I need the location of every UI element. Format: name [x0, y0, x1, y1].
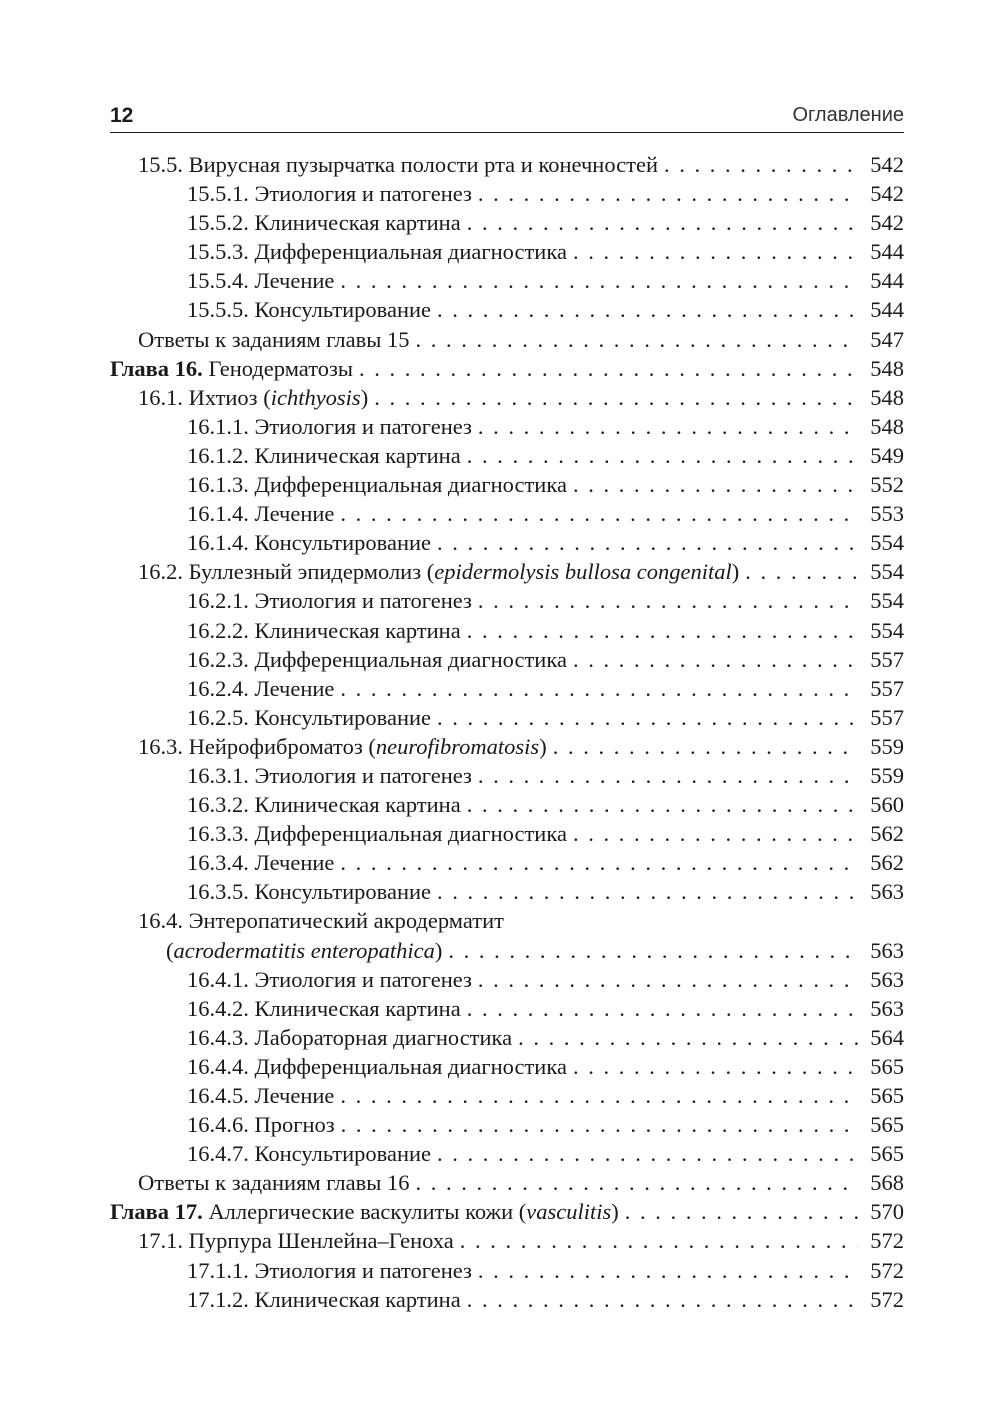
- dot-leader: [374, 383, 858, 412]
- toc-entry-title: [138, 383, 368, 412]
- dot-leader: [437, 1139, 858, 1168]
- dot-leader: [340, 1081, 858, 1110]
- toc-page-number: 557: [870, 704, 904, 730]
- toc-page-number: 559: [870, 733, 904, 759]
- toc-entry-text: 16.2.1. Этиология и патогенез: [187, 588, 472, 614]
- toc-entry-text: Аллергические васкулиты кожи (: [202, 1199, 527, 1225]
- toc-entry[interactable]: [110, 179, 904, 208]
- toc-entry[interactable]: [110, 877, 904, 906]
- toc-page-number: 557: [870, 675, 904, 701]
- toc-entry-suffix: ): [434, 937, 443, 963]
- toc-entry[interactable]: [110, 237, 904, 266]
- toc-entry[interactable]: [110, 819, 904, 848]
- toc-entry[interactable]: [110, 528, 904, 557]
- toc-entry-suffix: ): [731, 559, 740, 585]
- toc-entry[interactable]: [110, 732, 904, 761]
- page-number: 12: [110, 104, 134, 127]
- dot-leader: [437, 703, 858, 732]
- toc-entry-text: 17.1. Пурпура Шенлейна–Геноха: [138, 1228, 454, 1254]
- dot-leader: [437, 528, 858, 557]
- toc-page-number: 564: [870, 1024, 904, 1050]
- toc-entry-text: 16.1.3. Дифференциальная диагностика: [187, 472, 567, 498]
- toc-entry-text: 16.4.3. Лабораторная диагностика: [187, 1024, 513, 1050]
- toc-entry-title: [187, 499, 334, 528]
- toc-entry-text: 16.4.4. Дифференциальная диагностика: [187, 1053, 567, 1079]
- toc-entry-text: 16.2.4. Лечение: [187, 675, 335, 701]
- toc-entry-text: Ответы к заданиям главы 16: [138, 1170, 410, 1196]
- toc-entry-title: [187, 703, 431, 732]
- toc-page-number: 565: [870, 1053, 904, 1079]
- toc-entry-title: [187, 645, 567, 674]
- dot-leader: [573, 470, 858, 499]
- toc-entry-text: 16.3.3. Дифференциальная диагностика: [187, 821, 567, 847]
- toc-entry-text: 15.5.3. Дифференциальная диагностика: [187, 239, 567, 265]
- toc-page-number: 554: [870, 559, 904, 585]
- latin-term: acrodermatitis enteropathica: [173, 937, 435, 963]
- toc-entry-title: [187, 848, 334, 877]
- toc-entry[interactable]: [110, 295, 904, 324]
- toc-page-number: 563: [870, 879, 904, 905]
- toc-entry-title: [187, 586, 472, 615]
- toc-entry-title: [138, 557, 739, 586]
- toc-page-number: 554: [870, 530, 904, 556]
- toc-entry[interactable]: [110, 936, 904, 965]
- toc-entry-title: [138, 325, 409, 354]
- toc-page-number: 572: [870, 1257, 904, 1283]
- toc-page-number: 548: [870, 384, 904, 410]
- toc-entry-title: [138, 1168, 409, 1197]
- dot-leader: [467, 441, 858, 470]
- toc-page-number: 568: [870, 1170, 904, 1196]
- dot-leader: [437, 877, 858, 906]
- toc-entry-title: [187, 1052, 567, 1081]
- toc-entry[interactable]: [110, 994, 904, 1023]
- toc-entry-text: 16.2. Буллезный эпидермолиз (: [138, 559, 435, 585]
- toc-page-number: 565: [870, 1083, 904, 1108]
- toc-entry-title: [138, 1226, 454, 1255]
- toc-entry-title: [110, 354, 353, 383]
- toc-entry-title: [138, 732, 547, 761]
- toc-entry-title: [187, 819, 567, 848]
- toc-entry[interactable]: [110, 557, 904, 586]
- toc-entry-title: [187, 412, 472, 441]
- toc-entry-title: [110, 1197, 619, 1226]
- toc-entry[interactable]: [110, 470, 904, 499]
- toc-entry[interactable]: [110, 441, 904, 470]
- toc-entry-title: [187, 208, 461, 237]
- toc-entry-text: (: [166, 937, 174, 963]
- toc-entry[interactable]: [110, 1023, 904, 1052]
- toc-entry-text: 16.1.1. Этиология и патогенез: [187, 413, 472, 439]
- toc-entry-text: 15.5.5. Консультирование: [187, 297, 432, 323]
- toc-page-number: 549: [870, 442, 904, 468]
- dot-leader: [573, 237, 858, 266]
- toc-entry-title: [187, 1285, 461, 1314]
- toc-entry-text: 16.3.1. Этиология и патогенез: [187, 762, 472, 788]
- toc-entry-title: [187, 1023, 512, 1052]
- page-header: [110, 98, 904, 133]
- toc-page-number: 560: [870, 792, 904, 818]
- toc-entry[interactable]: [110, 208, 904, 237]
- toc-entry[interactable]: [110, 266, 904, 295]
- dot-leader: [437, 295, 858, 324]
- toc-page-number: 562: [870, 850, 904, 876]
- dot-leader: [745, 557, 858, 586]
- toc-entry[interactable]: [110, 1081, 904, 1110]
- toc-page-number: 547: [870, 326, 904, 352]
- toc-entry[interactable]: [110, 499, 904, 528]
- dot-leader: [359, 354, 858, 383]
- toc-entry-text: 16.3.5. Консультирование: [187, 879, 432, 905]
- dot-leader: [664, 150, 858, 179]
- toc-page-number: 557: [870, 646, 904, 672]
- toc-page-number: 570: [870, 1199, 904, 1225]
- dot-leader: [478, 586, 858, 615]
- dot-leader: [478, 412, 858, 441]
- toc-page-number: 572: [870, 1286, 904, 1312]
- toc-entry-suffix: ): [611, 1199, 619, 1225]
- toc-entry-text: 16.1.4. Лечение: [187, 501, 335, 527]
- toc-entry[interactable]: [110, 354, 904, 383]
- toc-entry[interactable]: [110, 1110, 904, 1139]
- toc-entry-title: [187, 965, 472, 994]
- dot-leader: [467, 208, 858, 237]
- dot-leader: [478, 179, 858, 208]
- toc-entry-title: [187, 674, 334, 703]
- toc-entry-title: [187, 994, 461, 1023]
- toc-entry-title: [187, 1110, 335, 1139]
- dot-leader: [340, 674, 858, 703]
- toc-entry-text: 15.5.2. Клиническая картина: [187, 210, 461, 236]
- toc-page-number: 559: [870, 762, 904, 788]
- toc-page-number: 553: [870, 501, 904, 527]
- toc-entry-text: 15.5.1. Этиология и патогенез: [187, 181, 472, 207]
- toc-entry[interactable]: [110, 674, 904, 703]
- toc-entry[interactable]: [110, 1226, 904, 1255]
- table-of-contents: [110, 150, 904, 1314]
- toc-entry[interactable]: [110, 906, 904, 935]
- dot-leader: [553, 732, 858, 761]
- toc-entry-suffix: ): [360, 384, 369, 410]
- dot-leader: [518, 1023, 858, 1052]
- toc-page-number: 554: [870, 588, 904, 614]
- toc-entry[interactable]: [110, 1168, 904, 1197]
- toc-entry-text: 16.4.6. Прогноз: [187, 1112, 335, 1138]
- toc-entry[interactable]: [110, 150, 904, 179]
- toc-entry[interactable]: [110, 616, 904, 645]
- toc-entry-title: [187, 1256, 472, 1285]
- toc-entry-title: [187, 266, 334, 295]
- dot-leader: [341, 1110, 858, 1139]
- toc-entry-text: 16.2.2. Клиническая картина: [187, 617, 461, 643]
- toc-entry-text: 16.1.2. Клиническая картина: [187, 442, 461, 468]
- dot-leader: [478, 761, 858, 790]
- dot-leader: [467, 790, 858, 819]
- toc-entry-title: [187, 761, 472, 790]
- toc-entry-text: 16.4.2. Клиническая картина: [187, 995, 461, 1021]
- dot-leader: [478, 1256, 858, 1285]
- toc-entry-text: 16.4.5. Лечение: [187, 1083, 335, 1108]
- toc-entry-text: 16.3.4. Лечение: [187, 850, 335, 876]
- dot-leader: [460, 1226, 858, 1255]
- toc-entry-text: 17.1.2. Клиническая картина: [187, 1286, 461, 1312]
- toc-page-number: 544: [870, 239, 904, 265]
- toc-page-number: 554: [870, 617, 904, 643]
- toc-entry-title: [187, 790, 461, 819]
- toc-entry-text: 16.3. Нейрофиброматоз (: [138, 733, 376, 759]
- toc-entry[interactable]: [110, 848, 904, 877]
- dot-leader: [448, 936, 858, 965]
- toc-page-number: 572: [870, 1228, 904, 1254]
- latin-term: epidermolysis bullosa congenital: [434, 559, 732, 585]
- toc-page-number: 563: [870, 966, 904, 992]
- dot-leader: [573, 645, 858, 674]
- toc-page-number: 552: [870, 472, 904, 498]
- toc-entry-title: [187, 179, 472, 208]
- toc-entry[interactable]: [110, 703, 904, 732]
- toc-entry-text: 16.4.7. Консультирование: [187, 1141, 432, 1167]
- toc-entry-text: 15.5. Вирусная пузырчатка полости рта и конечностей: [138, 152, 658, 177]
- toc-page-number: 565: [870, 1112, 904, 1138]
- toc-entry[interactable]: [110, 790, 904, 819]
- toc-entry-title: [187, 295, 431, 324]
- toc-entry-text: Ответы к заданиям главы 15: [138, 326, 410, 352]
- toc-entry-text: 16.4. Энтеропатический акродерматит: [138, 908, 504, 934]
- toc-entry-title: [187, 1081, 334, 1110]
- toc-entry-title: [138, 150, 658, 179]
- dot-leader: [478, 965, 858, 994]
- dot-leader: [573, 819, 858, 848]
- latin-term: vasculitis: [526, 1199, 612, 1225]
- toc-entry[interactable]: [110, 1139, 904, 1168]
- dot-leader: [415, 1168, 858, 1197]
- latin-term: neurofibromatosis: [375, 733, 540, 759]
- toc-entry-text: 16.1. Ихтиоз (: [138, 384, 271, 410]
- dot-leader: [340, 266, 858, 295]
- toc-entry-suffix: ): [539, 733, 547, 759]
- toc-entry[interactable]: [110, 1052, 904, 1081]
- toc-page-number: 542: [870, 152, 904, 177]
- toc-page-number: 548: [870, 355, 904, 381]
- dot-leader: [340, 848, 858, 877]
- toc-entry[interactable]: [110, 325, 904, 354]
- toc-page-number: 544: [870, 268, 904, 294]
- toc-entry-title: [187, 237, 567, 266]
- toc-entry-title: [138, 906, 504, 935]
- toc-entry[interactable]: [110, 1285, 904, 1314]
- toc-page-number: 544: [870, 297, 904, 323]
- toc-entry[interactable]: [110, 1256, 904, 1285]
- toc-entry-title: [166, 936, 442, 965]
- toc-entry-title: [187, 877, 431, 906]
- toc-entry-title: [187, 470, 567, 499]
- dot-leader: [625, 1197, 858, 1226]
- running-title: Оглавление: [792, 104, 904, 126]
- toc-page-number: 542: [870, 210, 904, 236]
- toc-page-number: 563: [870, 937, 904, 963]
- toc-entry[interactable]: [110, 586, 904, 615]
- toc-entry[interactable]: [110, 412, 904, 441]
- toc-entry-text: 16.2.5. Консультирование: [187, 704, 432, 730]
- toc-page-number: 542: [870, 181, 904, 207]
- toc-entry-title: [187, 528, 431, 557]
- toc-entry[interactable]: [110, 645, 904, 674]
- dot-leader: [415, 325, 858, 354]
- toc-entry-title: [187, 616, 461, 645]
- toc-entry-text: 17.1.1. Этиология и патогенез: [187, 1257, 472, 1283]
- toc-page-number: 563: [870, 995, 904, 1021]
- dot-leader: [467, 994, 858, 1023]
- toc-entry-text: 16.2.3. Дифференциальная диагностика: [187, 646, 567, 672]
- toc-entry-title: [187, 1139, 431, 1168]
- dot-leader: [467, 1285, 858, 1314]
- toc-entry[interactable]: [110, 965, 904, 994]
- toc-entry-text: 15.5.4. Лечение: [187, 268, 335, 294]
- toc-entry-text: 16.3.2. Клиническая картина: [187, 792, 461, 818]
- chapter-label: Глава 16.: [110, 355, 203, 381]
- toc-entry[interactable]: [110, 761, 904, 790]
- toc-page-number: 562: [870, 821, 904, 847]
- dot-leader: [340, 499, 858, 528]
- chapter-label: Глава 17.: [110, 1199, 203, 1225]
- toc-page-number: 565: [870, 1141, 904, 1167]
- toc-entry-title: [187, 441, 461, 470]
- toc-entry-text: Генодерматозы: [202, 355, 353, 381]
- toc-page-number: 548: [870, 413, 904, 439]
- dot-leader: [573, 1052, 858, 1081]
- toc-entry-text: 16.4.1. Этиология и патогенез: [187, 966, 472, 992]
- dot-leader: [467, 616, 858, 645]
- latin-term: ichthyosis: [270, 384, 361, 410]
- toc-entry-text: 16.1.4. Консультирование: [187, 530, 432, 556]
- toc-entry[interactable]: [110, 1197, 904, 1226]
- toc-entry[interactable]: [110, 383, 904, 412]
